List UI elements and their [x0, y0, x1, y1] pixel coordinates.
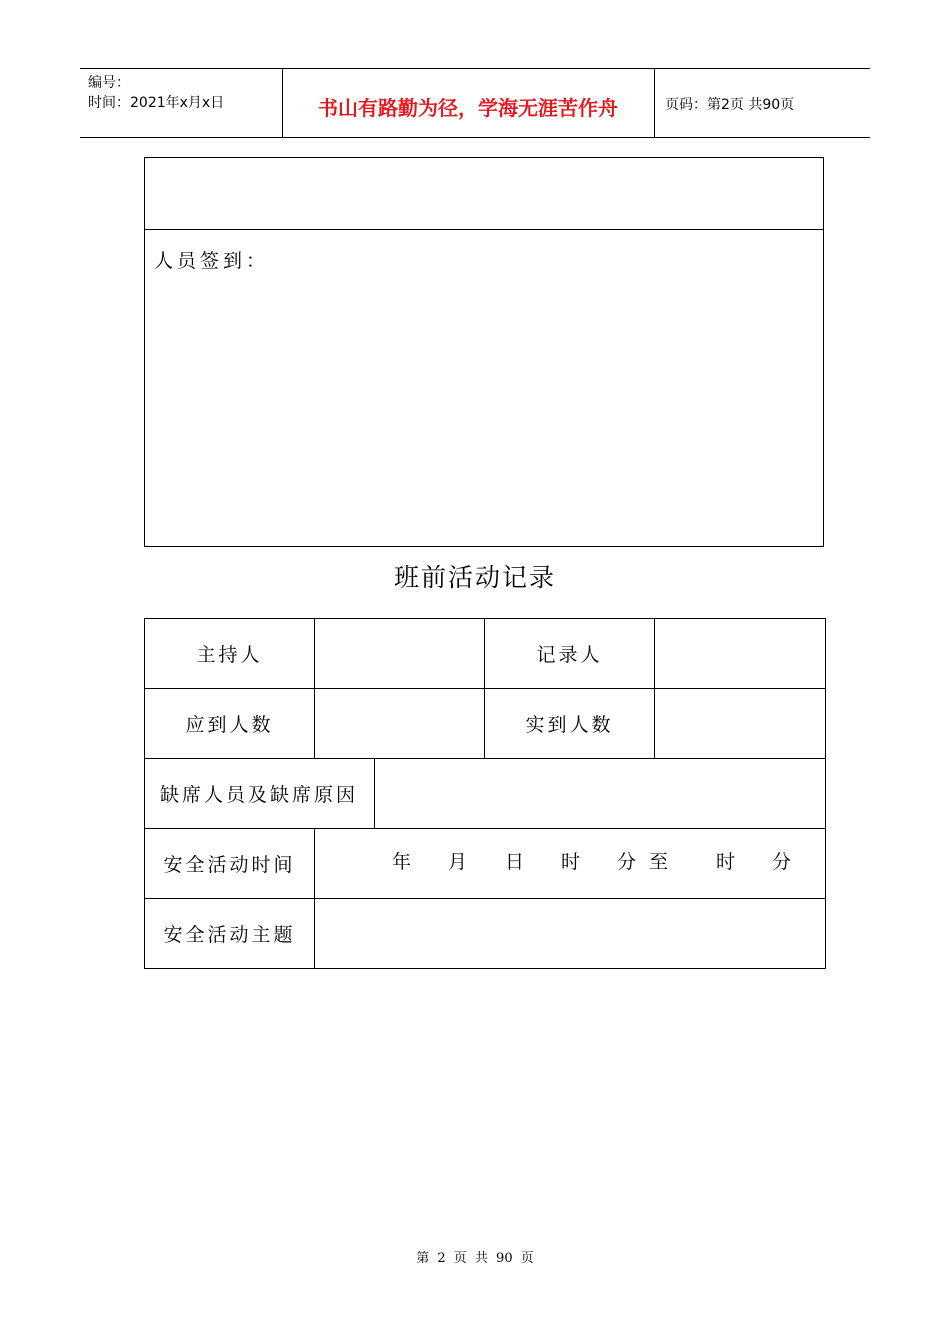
- host-label: 主持人: [145, 619, 315, 689]
- activity-theme-field[interactable]: [315, 899, 826, 969]
- signature-box: [144, 157, 824, 547]
- header-motto-cell: [282, 69, 655, 137]
- to-word: 至: [649, 851, 672, 873]
- absent-label: 缺席人员及缺席原因: [145, 759, 375, 829]
- page-footer: 第 2 页 共 90 页: [416, 1251, 534, 1266]
- table-row: [145, 899, 826, 969]
- actual-count-label: 实到人数: [485, 689, 655, 759]
- expected-count-field[interactable]: [315, 689, 485, 759]
- year-unit: 年: [392, 851, 415, 873]
- table-row: [145, 619, 826, 689]
- host-field[interactable]: [315, 619, 485, 689]
- activity-time-field[interactable]: [315, 829, 826, 899]
- header-page-cell: [655, 69, 870, 137]
- table-row: [145, 759, 826, 829]
- table-row: [145, 689, 826, 759]
- hour-unit: 时: [561, 851, 584, 873]
- minute-unit: 分: [617, 851, 640, 873]
- record-table: [144, 618, 826, 969]
- hour-unit-end: 时: [716, 851, 739, 873]
- expected-count-label: 应到人数: [145, 689, 315, 759]
- page-info: 页码：第2页 共90页: [665, 97, 795, 113]
- table-row: [145, 829, 826, 899]
- recorder-field[interactable]: [655, 619, 826, 689]
- minute-unit-end: 分: [772, 851, 795, 873]
- actual-count-field[interactable]: [655, 689, 826, 759]
- page-header: [80, 68, 870, 138]
- month-unit: 月: [448, 851, 471, 873]
- activity-theme-label: 安全活动主题: [145, 899, 315, 969]
- signature-label: 人员签到：: [154, 250, 270, 272]
- recorder-label: 记录人: [485, 619, 655, 689]
- time-label: 时间：2021年x月x日: [88, 95, 225, 111]
- absent-field[interactable]: [375, 759, 826, 829]
- activity-time-label: 安全活动时间: [145, 829, 315, 899]
- motto: 书山有路勤为径，学海无涯苦作舟: [318, 96, 618, 120]
- signature-divider: [145, 229, 823, 230]
- page-title: 班前活动记录: [393, 563, 556, 592]
- number-label: 编号：: [88, 75, 130, 91]
- header-meta-cell: [80, 69, 283, 137]
- day-unit: 日: [505, 851, 528, 873]
